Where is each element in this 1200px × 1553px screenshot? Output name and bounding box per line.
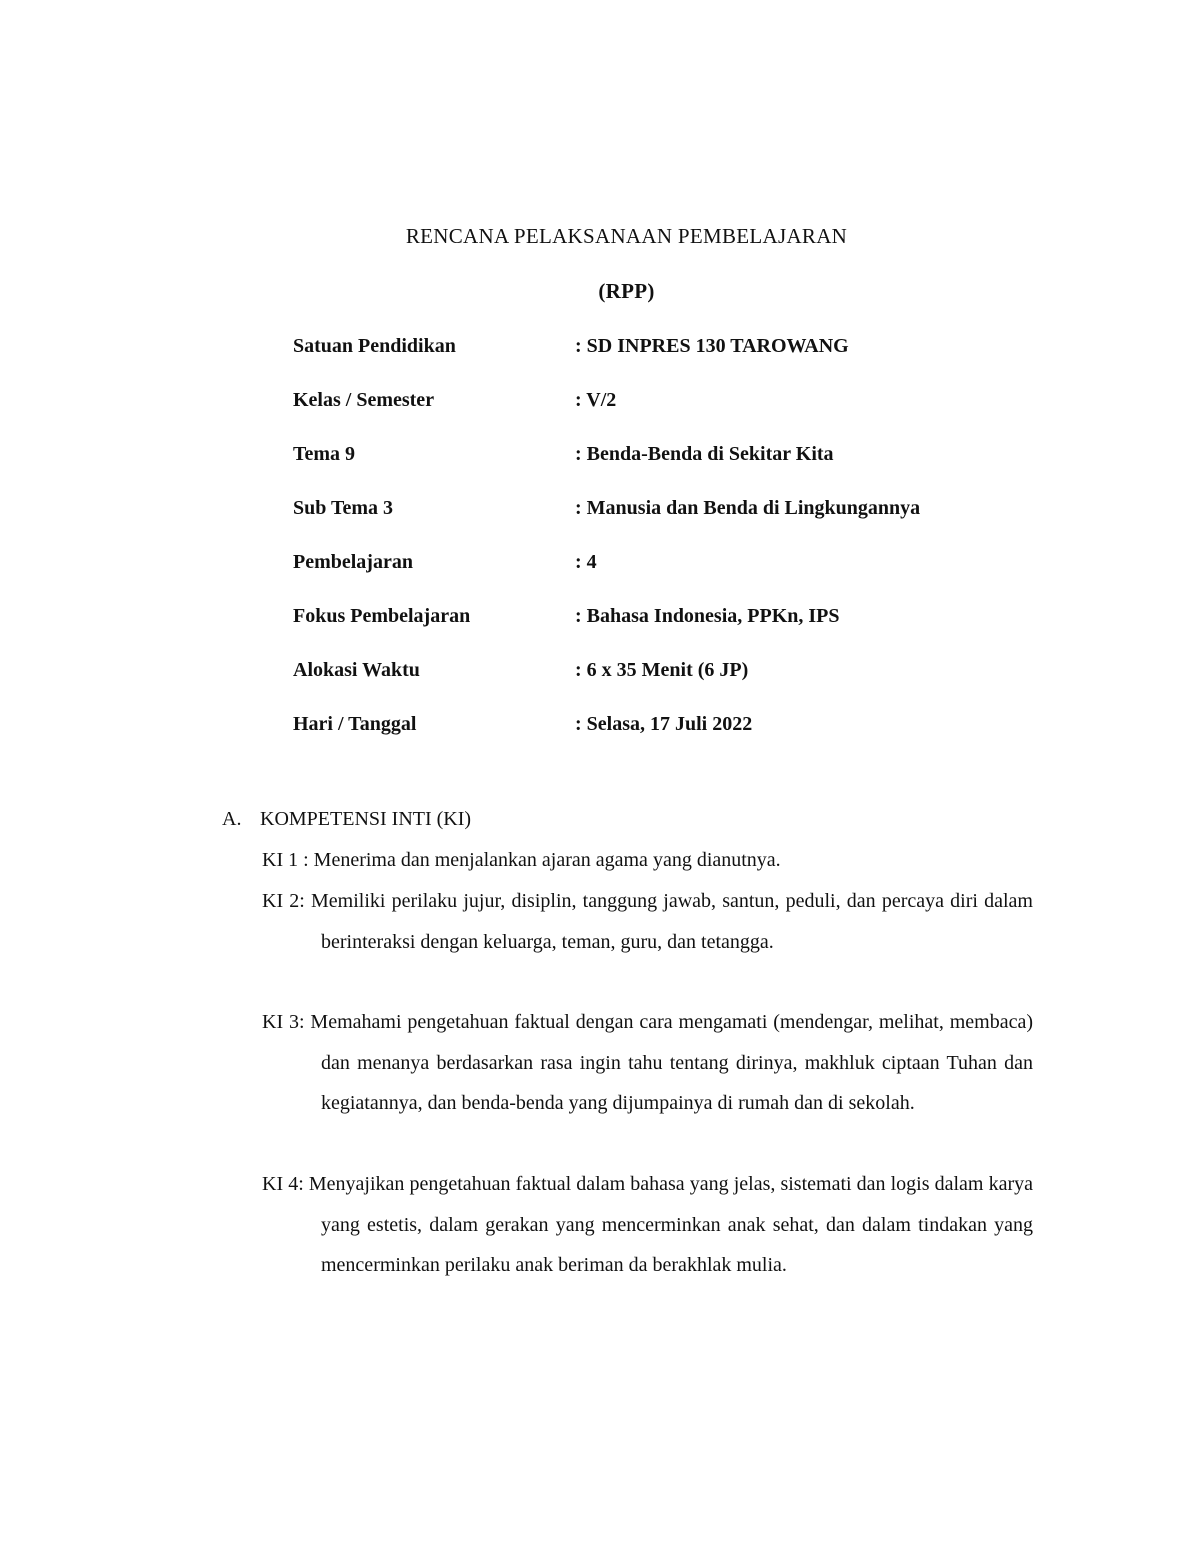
ki-1-paragraph: KI 1 : Menerima dan menjalankan ajaran agama yang dianutnya. xyxy=(262,849,781,871)
info-value: : 6 x 35 Menit (6 JP) xyxy=(575,659,749,681)
info-value: : V/2 xyxy=(575,389,617,411)
info-label: Fokus Pembelajaran xyxy=(293,605,471,627)
info-value: : SD INPRES 130 TAROWANG xyxy=(575,335,849,357)
info-label: Satuan Pendidikan xyxy=(293,335,456,357)
document-subtitle: (RPP) xyxy=(598,279,655,303)
info-label: Kelas / Semester xyxy=(293,389,435,411)
section-letter: A. xyxy=(222,808,242,830)
info-label: Tema 9 xyxy=(293,443,356,465)
section-title: KOMPETENSI INTI (KI) xyxy=(260,808,472,830)
info-value: : 4 xyxy=(575,551,597,573)
ki-3-paragraph: KI 3: Memahami pengetahuan faktual dengan cara mengamati (mendengar, melihat, membaca) dan menanya berdasarkan rasa ingin tahu tentang dirinya, makhluk ciptaan Tuhan dan kegiatannya, dan benda-benda yang dijumpainya di rumah dan di sekolah. xyxy=(262,1011,1033,1114)
info-value: : Benda-Benda di Sekitar Kita xyxy=(575,443,834,465)
info-value: : Manusia dan Benda di Lingkungannya xyxy=(575,497,921,519)
document-title: RENCANA PELAKSANAAN PEMBELAJARAN xyxy=(405,224,848,248)
info-label: Sub Tema 3 xyxy=(293,497,394,519)
info-label: Alokasi Waktu xyxy=(293,659,420,681)
info-label: Hari / Tanggal xyxy=(293,713,417,735)
ki-4-paragraph: KI 4: Menyajikan pengetahuan faktual dalam bahasa yang jelas, sistemati dan logis dalam karya yang estetis, dalam gerakan yang mencerminkan anak sehat, dan dalam tindakan yang mencerminkan perilaku anak beriman da berakhlak mulia. xyxy=(262,1173,1033,1276)
ki-2-paragraph: KI 2: Memiliki perilaku jujur, disiplin, tanggung jawab, santun, peduli, dan percaya diri dalam berinteraksi dengan keluarga, teman, guru, dan tetangga. xyxy=(262,890,1033,953)
info-value: : Bahasa Indonesia, PPKn, IPS xyxy=(575,605,840,627)
info-label: Pembelajaran xyxy=(293,551,413,573)
info-value: : Selasa, 17 Juli 2022 xyxy=(575,713,753,735)
